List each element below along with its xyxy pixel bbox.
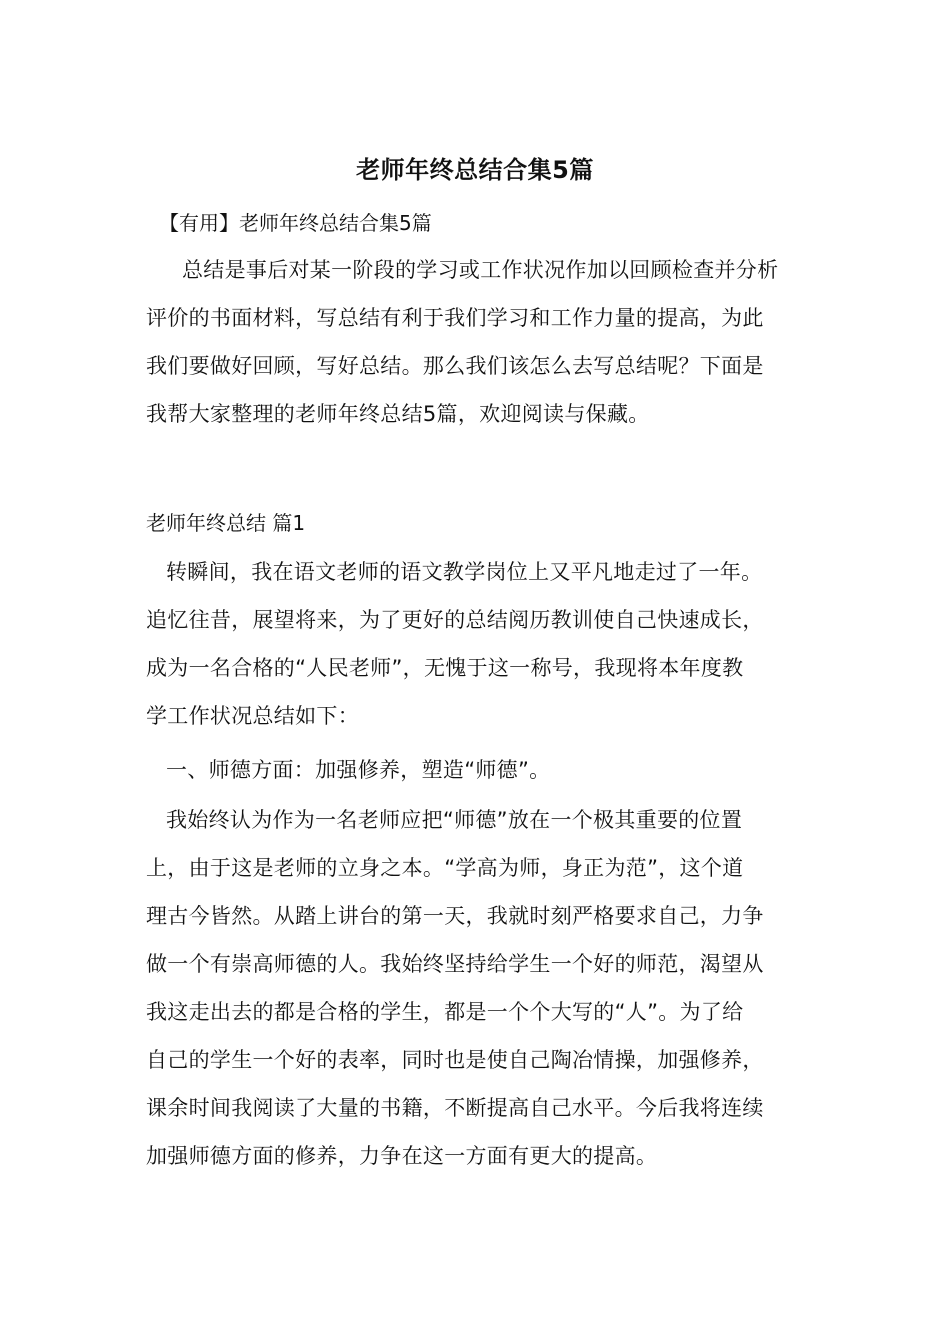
document-title: 老师年终总结合集5篇 bbox=[356, 156, 594, 184]
paragraph-line: 上，由于这是老师的立身之本。“学高为师，身正为范”，这个道 bbox=[146, 856, 744, 880]
point-heading-1 bbox=[146, 746, 811, 794]
paragraph-line: 转瞬间，我在语文老师的语文教学岗位上又平凡地走过了一年。 bbox=[166, 560, 763, 584]
intro-line: 总结是事后对某一阶段的学习或工作状况作加以回顾检查并分析 bbox=[182, 258, 779, 282]
intro-paragraph bbox=[146, 246, 811, 438]
paragraph-2 bbox=[146, 796, 811, 1180]
paragraph-line: 课余时间我阅读了大量的书籍，不断提高自己水平。今后我将连续 bbox=[146, 1096, 764, 1120]
paragraph-line: 我这走出去的都是合格的学生，都是一个个大写的“人”。为了给 bbox=[146, 1000, 744, 1024]
paragraph-line: 我始终认为作为一名老师应把“师德”放在一个极其重要的位置 bbox=[166, 808, 743, 832]
paragraph-line: 追忆往昔，展望将来，为了更好的总结阅历教训使自己快速成长， bbox=[146, 608, 764, 632]
paragraph-1 bbox=[146, 548, 811, 740]
point-heading: 一、师德方面：加强修养，塑造“师德”。 bbox=[166, 758, 551, 782]
intro-line: 我们要做好回顾，写好总结。那么我们该怎么去写总结呢？下面是 bbox=[146, 354, 764, 378]
section-heading: 老师年终总结 篇1 bbox=[146, 511, 306, 535]
document-subtitle: 【有用】老师年终总结合集5篇 bbox=[159, 211, 432, 235]
paragraph-line: 自己的学生一个好的表率，同时也是使自己陶冶情操，加强修养， bbox=[146, 1048, 764, 1072]
paragraph-line: 成为一名合格的“人民老师”，无愧于这一称号，我现将本年度教 bbox=[146, 656, 744, 680]
paragraph-line: 做一个有崇高师德的人。我始终坚持给学生一个好的师范，渴望从 bbox=[146, 952, 764, 976]
paragraph-line: 学工作状况总结如下： bbox=[146, 704, 359, 728]
paragraph-line: 理古今皆然。从踏上讲台的第一天，我就时刻严格要求自己，力争 bbox=[146, 904, 764, 928]
intro-line: 评价的书面材料，写总结有利于我们学习和工作力量的提高，为此 bbox=[146, 306, 764, 330]
intro-line: 我帮大家整理的老师年终总结5篇，欢迎阅读与保藏。 bbox=[146, 402, 650, 426]
paragraph-line: 加强师德方面的修养，力争在这一方面有更大的提高。 bbox=[146, 1144, 658, 1168]
